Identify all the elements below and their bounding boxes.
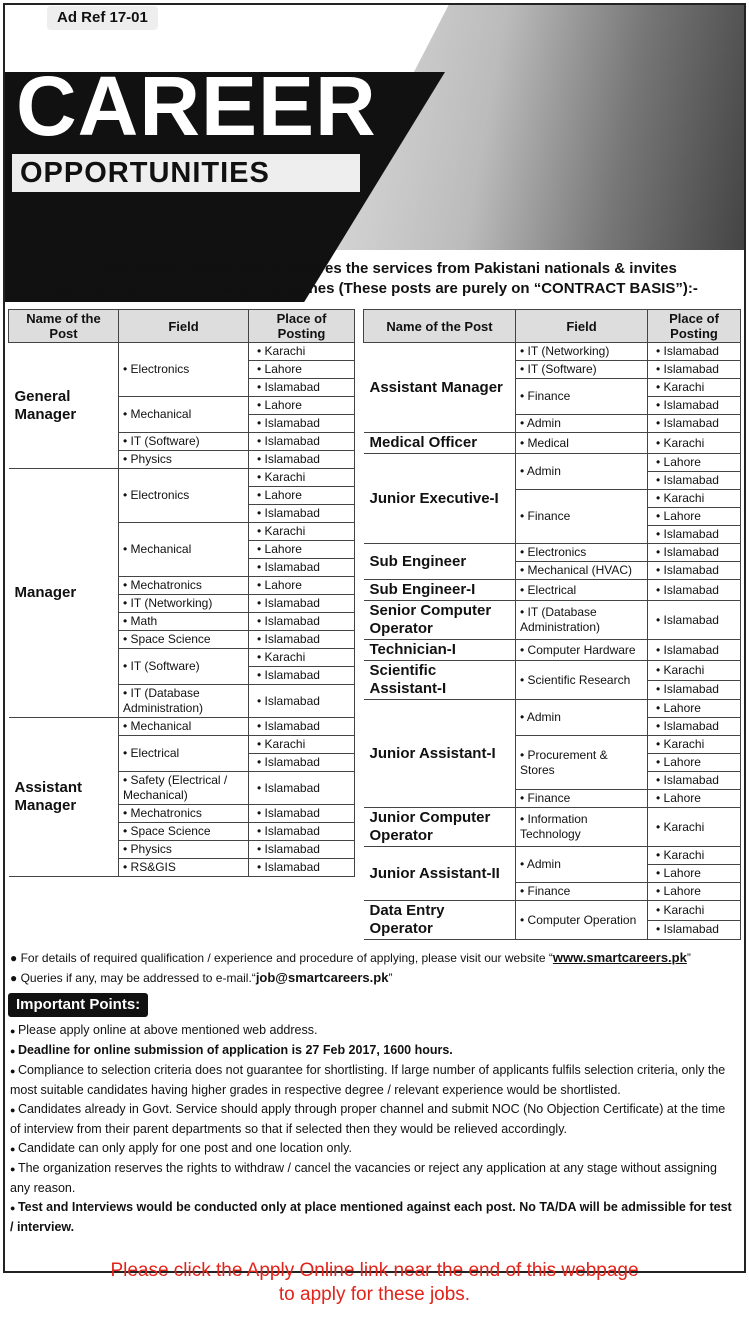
place-label: Islamabad: [264, 596, 320, 610]
place-of-posting: • Islamabad: [648, 472, 741, 490]
field-label: Procurement & Stores: [520, 747, 608, 777]
column-header: Name of the Post: [9, 310, 119, 343]
place-of-posting: • Islamabad: [648, 397, 741, 415]
field-label: IT (Software): [527, 362, 597, 376]
field-label: Mechanical (HVAC): [527, 563, 633, 577]
field-label: Admin: [526, 710, 561, 724]
place-of-posting: • Karachi: [249, 649, 355, 667]
place-label: Karachi: [264, 470, 306, 484]
place-of-posting: • Islamabad: [249, 841, 355, 859]
place-of-posting: • Lahore: [648, 700, 741, 718]
place-of-posting: • Islamabad: [249, 859, 355, 877]
table-row: [364, 901, 741, 921]
jobs-tables: [8, 309, 741, 940]
field-name: • IT (Networking): [119, 595, 249, 613]
field-name: • Medical: [516, 433, 648, 454]
field-name: • Admin: [516, 415, 648, 433]
field-label: Computer Operation: [527, 912, 637, 927]
important-point: ● Deadline for online submission of application is 27 Feb 2017, 1600 hours.: [10, 1041, 737, 1061]
place-label: Islamabad: [663, 719, 719, 733]
table-row: [364, 601, 741, 640]
place-of-posting: • Lahore: [648, 454, 741, 472]
post-name: Data Entry Operator: [364, 901, 516, 940]
field-name: • Admin: [516, 454, 648, 490]
field-label: Admin: [526, 464, 561, 478]
important-point: ● Test and Interviews would be conducted only at place mentioned against each post. No TA/DA will be admissible for test / interview.: [10, 1198, 737, 1237]
field-name: • Finance: [516, 790, 648, 808]
column-header: Place of Posting: [648, 310, 741, 343]
email-text: Queries if any, may be addressed to e-mail.“: [20, 971, 256, 985]
field-label: Physics: [130, 452, 172, 466]
place-of-posting: • Islamabad: [249, 505, 355, 523]
field-name: • Electronics: [119, 343, 249, 397]
place-label: Karachi: [663, 819, 705, 834]
table-row: [9, 718, 355, 736]
place-of-posting: • Islamabad: [249, 685, 355, 718]
place-of-posting: • Islamabad: [249, 415, 355, 433]
place-of-posting: • Karachi: [648, 379, 741, 397]
field-name: • Information Technology: [516, 808, 648, 847]
place-of-posting: • Karachi: [648, 808, 741, 847]
place-label: Islamabad: [264, 452, 320, 466]
place-label: Islamabad: [264, 506, 320, 520]
field-label: RS&GIS: [130, 860, 176, 874]
place-label: Karachi: [663, 848, 705, 862]
place-label: Islamabad: [663, 473, 719, 487]
place-label: Islamabad: [663, 563, 719, 577]
field-label: Computer Hardware: [527, 642, 636, 657]
field-label: Mechanical: [130, 542, 192, 556]
field-label: IT (Networking): [527, 344, 610, 358]
field-name: • Scientific Research: [516, 661, 648, 700]
place-of-posting: • Islamabad: [249, 667, 355, 685]
place-of-posting: • Lahore: [648, 754, 741, 772]
place-of-posting: • Islamabad: [648, 920, 741, 940]
place-of-posting: • Karachi: [648, 661, 741, 681]
important-point: ● Compliance to selection criteria does not guarantee for shortlisting. If large number of applicants fulfils selection criteria, only the most suitable candidates having higher grades in respective degree / relevant experience would be shortlisted.: [10, 1061, 737, 1100]
place-label: Islamabad: [264, 434, 320, 448]
field-name: • Admin: [516, 700, 648, 736]
field-name: • Computer Operation: [516, 901, 648, 940]
important-point: ● Candidate can only apply for one post and one location only.: [10, 1139, 737, 1159]
place-label: Islamabad: [264, 614, 320, 628]
field-label: Scientific Research: [527, 672, 631, 687]
place-of-posting: • Karachi: [249, 523, 355, 541]
place-label: Karachi: [663, 380, 705, 394]
place-of-posting: • Islamabad: [648, 562, 741, 580]
post-name: Technician-I: [364, 640, 516, 661]
place-label: Lahore: [663, 509, 701, 523]
field-label: Electronics: [527, 545, 587, 559]
table-row: [364, 433, 741, 454]
place-label: Lahore: [663, 701, 701, 715]
important-point: ● Candidates already in Govt. Service should apply through proper channel and submit NOC (No Objection Certificate) at the time of interview from their parent departments so that if selected then they would be relieved accordingly.: [10, 1100, 737, 1139]
field-name: • IT (Database Administration): [516, 601, 648, 640]
place-of-posting: • Karachi: [648, 847, 741, 865]
place-of-posting: • Islamabad: [648, 772, 741, 790]
place-label: Islamabad: [663, 922, 719, 937]
place-of-posting: • Islamabad: [249, 433, 355, 451]
post-name: Junior Assistant-II: [364, 847, 516, 901]
place-label: Islamabad: [663, 362, 719, 376]
place-of-posting: • Islamabad: [249, 772, 355, 805]
field-name: • IT (Software): [516, 361, 648, 379]
table-row: [364, 580, 741, 601]
table-row: [364, 808, 741, 847]
place-of-posting: • Karachi: [648, 490, 741, 508]
post-name: Junior Executive-I: [364, 454, 516, 544]
place-of-posting: • Lahore: [648, 883, 741, 901]
website-line: ● For details of required qualification / experience and procedure of applying, please visit our website “www.smartcareers.pk”: [10, 950, 691, 965]
field-name: • Procurement & Stores: [516, 736, 648, 790]
place-label: Islamabad: [663, 642, 719, 657]
important-points-heading: Important Points:: [8, 993, 148, 1017]
place-of-posting: • Islamabad: [249, 754, 355, 772]
place-label: Lahore: [663, 866, 701, 880]
table-row: [364, 700, 741, 718]
place-of-posting: • Islamabad: [648, 343, 741, 361]
place-of-posting: • Islamabad: [249, 823, 355, 841]
place-of-posting: • Islamabad: [648, 718, 741, 736]
place-label: Islamabad: [264, 560, 320, 574]
field-label: Electrical: [130, 746, 180, 760]
table-row: [364, 544, 741, 562]
field-name: • RS&GIS: [119, 859, 249, 877]
place-label: Islamabad: [264, 860, 320, 874]
place-label: Islamabad: [663, 545, 719, 559]
email-link[interactable]: job@smartcareers.pk: [255, 970, 389, 985]
field-label: Finance: [527, 791, 571, 805]
field-label: Mechatronics: [130, 578, 202, 592]
place-label: Islamabad: [264, 806, 320, 820]
place-label: Lahore: [663, 455, 701, 469]
field-label: Admin: [526, 416, 561, 430]
field-label: Finance: [527, 509, 571, 523]
place-label: Karachi: [663, 491, 705, 505]
place-label: Karachi: [264, 650, 306, 664]
post-name: Assistant Manager: [9, 718, 119, 877]
place-of-posting: • Islamabad: [249, 805, 355, 823]
field-name: • Finance: [516, 379, 648, 415]
field-label: Electronics: [130, 488, 190, 502]
field-name: • Admin: [516, 847, 648, 883]
column-header: Field: [119, 310, 249, 343]
place-label: Islamabad: [264, 416, 320, 430]
place-label: Islamabad: [264, 719, 320, 733]
place-label: Islamabad: [663, 527, 719, 541]
field-name: • IT (Database Administration): [119, 685, 249, 718]
field-label: Finance: [527, 884, 571, 898]
field-label: Math: [130, 614, 158, 628]
field-name: • Electrical: [119, 736, 249, 772]
place-of-posting: • Lahore: [249, 487, 355, 505]
place-label: Karachi: [663, 435, 705, 450]
field-label: IT (Database Administration): [123, 686, 204, 715]
field-name: • Physics: [119, 451, 249, 469]
intro-line-2: applications in the following disciplines (These posts are purely on “CONTRACT BASIS”):-: [51, 280, 698, 297]
post-name: Manager: [9, 469, 119, 718]
table-row: [9, 343, 355, 361]
field-label: IT (Software): [130, 659, 200, 673]
table-row: [9, 469, 355, 487]
place-label: Islamabad: [264, 842, 320, 856]
place-label: Islamabad: [264, 755, 320, 769]
field-label: Space Science: [130, 632, 211, 646]
place-label: Lahore: [264, 542, 302, 556]
field-name: • IT (Software): [119, 433, 249, 451]
field-name: • Mechanical (HVAC): [516, 562, 648, 580]
field-label: IT (Software): [130, 434, 200, 448]
field-name: • Electronics: [119, 469, 249, 523]
left-jobs-table: [8, 309, 355, 877]
post-name: Sub Engineer-I: [364, 580, 516, 601]
table-row: [364, 343, 741, 361]
place-of-posting: • Islamabad: [249, 451, 355, 469]
place-of-posting: • Islamabad: [648, 680, 741, 700]
place-of-posting: • Islamabad: [249, 559, 355, 577]
right-jobs-table: [363, 309, 741, 940]
place-label: Lahore: [663, 755, 701, 769]
place-label: Islamabad: [663, 773, 719, 787]
place-label: Lahore: [264, 578, 302, 592]
place-label: Karachi: [264, 344, 306, 358]
place-of-posting: • Islamabad: [249, 595, 355, 613]
field-label: Mechatronics: [130, 806, 202, 820]
field-label: Mechanical: [130, 719, 192, 733]
field-label: Safety (Electrical / Mechanical): [123, 773, 228, 802]
field-name: • Safety (Electrical / Mechanical): [119, 772, 249, 805]
field-label: Electronics: [130, 362, 190, 376]
table-row: [364, 640, 741, 661]
place-label: Karachi: [663, 902, 705, 917]
place-of-posting: • Islamabad: [648, 526, 741, 544]
place-label: Islamabad: [264, 824, 320, 838]
post-name: Junior Computer Operator: [364, 808, 516, 847]
place-of-posting: • Islamabad: [648, 580, 741, 601]
important-point: ● The organization reserves the rights to withdraw / cancel the vacancies or reject any application at any stage without assigning any reason.: [10, 1159, 737, 1198]
place-label: Islamabad: [264, 693, 320, 708]
field-label: Admin: [526, 857, 561, 871]
place-label: Islamabad: [663, 582, 719, 597]
place-label: Lahore: [264, 488, 302, 502]
place-of-posting: • Karachi: [648, 736, 741, 754]
field-name: • Space Science: [119, 823, 249, 841]
field-label: Information Technology: [520, 812, 588, 841]
header-row: [364, 310, 741, 343]
cta-line-1: Please click the Apply Online link near the end of this webpage: [110, 1260, 639, 1281]
main-content: [0, 309, 749, 1307]
place-label: Islamabad: [264, 632, 320, 646]
field-label: IT (Database Administration): [520, 605, 601, 634]
website-link[interactable]: www.smartcareers.pk: [552, 950, 687, 965]
intro-text: [10, 259, 739, 299]
place-of-posting: • Islamabad: [648, 544, 741, 562]
post-name: General Manager: [9, 343, 119, 469]
place-label: Lahore: [264, 398, 302, 412]
field-name: • Finance: [516, 883, 648, 901]
field-name: • Finance: [516, 490, 648, 544]
important-point: ● Please apply online at above mentioned web address.: [10, 1021, 737, 1041]
place-of-posting: • Islamabad: [648, 640, 741, 661]
place-label: Lahore: [663, 791, 701, 805]
field-label: Physics: [130, 842, 172, 856]
place-label: Karachi: [663, 737, 705, 751]
field-label: IT (Networking): [130, 596, 213, 610]
place-of-posting: • Karachi: [648, 901, 741, 921]
field-name: • Electronics: [516, 544, 648, 562]
field-name: • Mechanical: [119, 718, 249, 736]
field-name: • Electrical: [516, 580, 648, 601]
place-of-posting: • Lahore: [249, 541, 355, 559]
field-label: Electrical: [527, 582, 577, 597]
field-name: • Mechanical: [119, 523, 249, 577]
field-name: • IT (Networking): [516, 343, 648, 361]
field-label: Space Science: [130, 824, 211, 838]
title-career: CAREER: [16, 59, 377, 153]
field-label: Finance: [527, 389, 571, 403]
place-of-posting: • Karachi: [249, 469, 355, 487]
field-name: • Mechanical: [119, 397, 249, 433]
place-label: Karachi: [663, 662, 705, 677]
place-label: Islamabad: [663, 682, 719, 697]
website-text: For details of required qualification / experience and procedure of applying, please visit our website “: [20, 951, 553, 965]
place-of-posting: • Islamabad: [648, 415, 741, 433]
table-row: [364, 454, 741, 472]
intro-line-1: A Public Sector Organization requires the services from Pakistani nationals & invites: [72, 260, 677, 277]
column-header: Name of the Post: [364, 310, 516, 343]
place-label: Islamabad: [663, 398, 719, 412]
place-of-posting: • Islamabad: [249, 379, 355, 397]
place-of-posting: • Lahore: [249, 397, 355, 415]
field-name: • Mechatronics: [119, 577, 249, 595]
post-name: Sub Engineer: [364, 544, 516, 580]
email-line: ● Queries if any, may be addressed to e-mail.“job@smartcareers.pk”: [10, 970, 393, 985]
apply-online-notice: [8, 1259, 741, 1307]
place-label: Lahore: [663, 884, 701, 898]
place-label: Karachi: [264, 737, 306, 751]
field-label: Mechanical: [130, 407, 192, 421]
place-of-posting: • Karachi: [249, 343, 355, 361]
column-header: Field: [516, 310, 648, 343]
place-of-posting: • Karachi: [249, 736, 355, 754]
table-row: [364, 661, 741, 681]
field-name: • IT (Software): [119, 649, 249, 685]
field-name: • Space Science: [119, 631, 249, 649]
table-row: [364, 847, 741, 865]
place-of-posting: • Karachi: [648, 433, 741, 454]
place-label: Lahore: [264, 362, 302, 376]
field-name: • Mechatronics: [119, 805, 249, 823]
post-name: Assistant Manager: [364, 343, 516, 433]
place-of-posting: • Islamabad: [648, 361, 741, 379]
place-of-posting: • Islamabad: [249, 631, 355, 649]
place-label: Islamabad: [663, 416, 719, 430]
header-row: [9, 310, 355, 343]
place-of-posting: • Islamabad: [648, 601, 741, 640]
place-label: Islamabad: [264, 380, 320, 394]
place-of-posting: • Lahore: [648, 790, 741, 808]
place-of-posting: • Lahore: [648, 508, 741, 526]
post-name: Medical Officer: [364, 433, 516, 454]
column-header: Place of Posting: [249, 310, 355, 343]
contact-info: [8, 948, 741, 988]
place-of-posting: • Lahore: [249, 577, 355, 595]
place-of-posting: • Islamabad: [249, 613, 355, 631]
field-name: • Math: [119, 613, 249, 631]
post-name: Senior Computer Operator: [364, 601, 516, 640]
cta-line-2: to apply for these jobs.: [278, 1284, 471, 1305]
place-of-posting: • Lahore: [648, 865, 741, 883]
post-name: Junior Assistant-I: [364, 700, 516, 808]
post-name: Scientific Assistant-I: [364, 661, 516, 700]
place-of-posting: • Lahore: [249, 361, 355, 379]
field-name: • Computer Hardware: [516, 640, 648, 661]
place-label: Islamabad: [663, 344, 719, 358]
ad-reference: Ad Ref 17-01: [47, 6, 158, 30]
field-name: • Physics: [119, 841, 249, 859]
place-of-posting: • Islamabad: [249, 718, 355, 736]
title-opportunities: OPPORTUNITIES: [12, 154, 360, 192]
place-label: Karachi: [264, 524, 306, 538]
place-label: Islamabad: [264, 780, 320, 795]
field-label: Medical: [527, 435, 569, 450]
place-label: Islamabad: [663, 612, 719, 627]
important-points-list: [8, 1021, 737, 1237]
place-label: Islamabad: [264, 668, 320, 682]
